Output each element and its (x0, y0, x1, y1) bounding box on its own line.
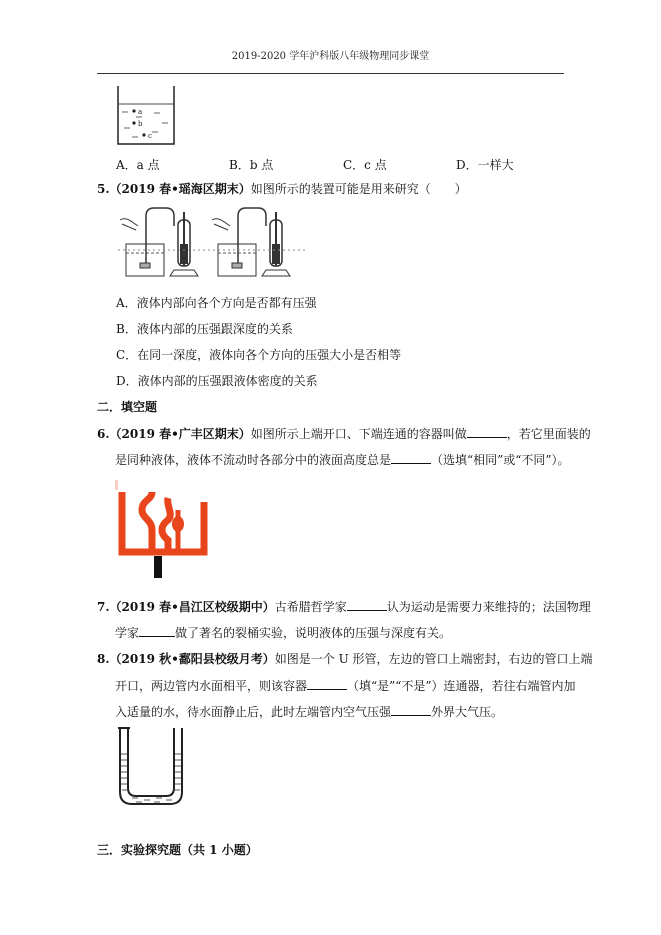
q6-connected-vessels-figure (112, 480, 212, 580)
q8-blank-1[interactable] (307, 677, 347, 690)
q7-blank-1[interactable] (347, 598, 387, 611)
q5-option-a: A．液体内部向各个方向是否都有压强 (116, 296, 317, 310)
q6-number: 6. (97, 427, 110, 441)
point-a-label: a (138, 108, 143, 116)
q8-text-2a: 开口，两边管内水面相平，则该容器 (115, 679, 308, 693)
q7-line1 (97, 598, 591, 615)
q8-line3 (115, 703, 503, 720)
q5-number: 5. (97, 182, 110, 196)
header-divider (97, 73, 564, 74)
q6-text-2b: （选填“相同”或“不同”）。 (431, 453, 570, 467)
q5-option-d: D．液体内部的压强跟液体密度的关系 (116, 374, 318, 388)
q4-beaker-figure (112, 82, 182, 148)
q4-option-b: B．b 点 (229, 158, 274, 172)
q5-source: （2019 春•瑶海区期末） (109, 182, 251, 196)
q5-stem-text: 如图所示的装置可能是用来研究（ ） (250, 182, 467, 196)
q6-line2 (115, 451, 570, 468)
q5-stem (97, 181, 467, 197)
q8-line1 (97, 651, 593, 667)
q7-text-2b: 做了著名的裂桶实验，说明液体的压强与深度有关。 (175, 626, 452, 640)
q8-source: （2019 秋•鄱阳县校级月考） (109, 652, 275, 666)
q7-line2 (115, 624, 451, 641)
q6-blank-1[interactable] (467, 425, 507, 438)
q8-text-3b: 外界大气压。 (431, 705, 504, 719)
q7-source: （2019 春•昌江区校级期中） (109, 600, 275, 614)
q4-option-d: D．一样大 (456, 158, 514, 172)
q8-u-tube-figure (114, 726, 188, 808)
q6-source: （2019 春•广丰区期末） (109, 427, 251, 441)
q8-blank-2[interactable] (391, 703, 431, 716)
q6-blank-2[interactable] (391, 451, 431, 464)
q6-line1 (97, 425, 591, 442)
q7-number: 7. (97, 600, 110, 614)
page-header: 2019-2020 学年沪科版八年级物理同步课堂 (231, 51, 430, 62)
q8-text-3a: 入适量的水，待水面静止后，此时左端管内空气压强 (115, 705, 392, 719)
q6-text-2a: 是同种液体，液体不流动时各部分中的液面高度总是 (115, 453, 392, 467)
q6-text-1a: 如图所示上端开口、下端连通的容器叫做 (250, 427, 467, 441)
q7-text-1b: 认为运动是需要力来维持的；法国物理 (386, 600, 591, 614)
q7-text-2a: 学家 (115, 626, 140, 640)
q8-line2 (115, 677, 576, 694)
q8-text-2b: （填“是”“不是”）连通器，若往右端管内加 (347, 679, 576, 693)
section3-title: 三．实验探究题（共 1 小题） (97, 843, 258, 857)
q5-option-c: C．在同一深度，液体向各个方向的压强大小是否相等 (116, 348, 402, 362)
q7-blank-2[interactable] (139, 624, 175, 637)
q8-number: 8. (97, 652, 110, 666)
section2-title: 二．填空题 (97, 400, 158, 414)
point-b-label: b (138, 120, 143, 128)
q4-option-c: C．c 点 (343, 158, 387, 172)
q4-option-a: A．a 点 (116, 158, 160, 172)
point-c-label: c (148, 132, 152, 140)
q6-text-1b: ，若它里面装的 (506, 427, 591, 441)
q5-option-b: B．液体内部的压强跟深度的关系 (116, 322, 293, 336)
q8-text-1: 如图是一个 U 形管，左边的管口上端密封，右边的管口上端 (274, 652, 593, 666)
q7-text-1a: 古希腊哲学家 (274, 600, 347, 614)
q5-apparatus-figure (118, 206, 308, 282)
